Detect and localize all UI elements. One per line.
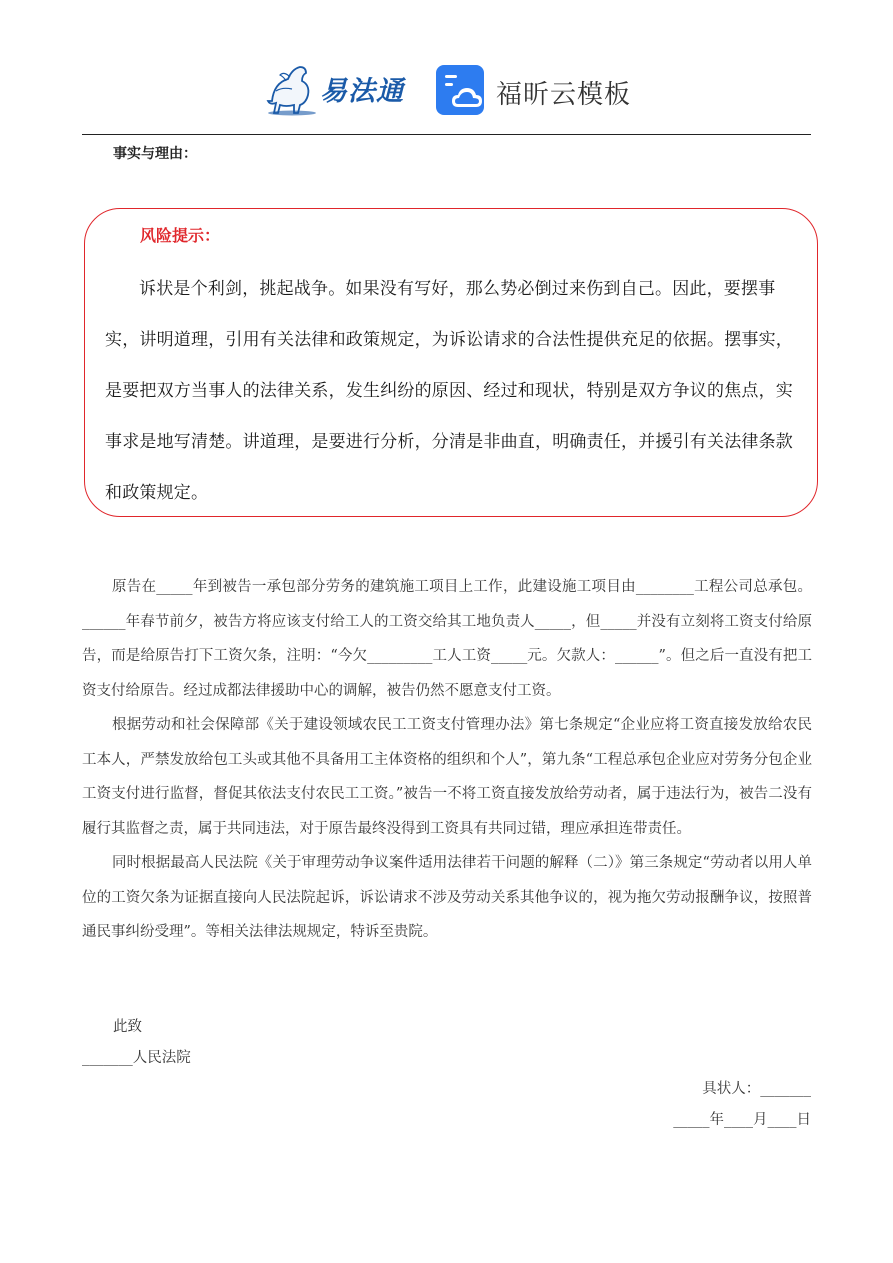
- paragraph: 同时根据最高人民法院《关于审理劳动争议案件适用法律若干问题的解释（二）》第三条规定“劳动者以用人单位的工资欠条为证据直接向人民法院起诉，诉讼请求不涉及劳动关系其他争议的，视为拖欠劳动报酬争议，按照普通民事纠纷受理”。等相关法律法规规定，特诉至贵院。: [82, 855, 812, 940]
- header-divider: [82, 134, 811, 135]
- paragraph: 根据劳动和社会保障部《关于建设领域农民工工资支付管理办法》第七条规定“企业应将工资直接发放给农民工本人，严禁发放给包工头或其他不具备用工主体资格的组织和个人”，第九条“工程总承包企业应对劳务分包企业工资支付进行监督，督促其依法支付农民工工资。”被告一不将工资直接发放给劳动者，属于违法行为，被告二没有履行其监督之责，属于共同违法，对于原告最终没得到工资具有共同过错，理应承担连带责任。: [82, 717, 812, 837]
- risk-warning-title: 风险提示：: [140, 226, 221, 245]
- yifatong-logo: [262, 61, 412, 117]
- facts-and-reasons: [82, 570, 812, 950]
- section-title: 事实与理由：: [113, 146, 197, 162]
- filing-date: _____年____月____日: [673, 1112, 811, 1128]
- risk-warning-box: [84, 208, 818, 517]
- plaintiff-signature: 具状人：_______: [702, 1081, 811, 1097]
- closing-salutation: 此致: [113, 1019, 142, 1035]
- foxit-template-logo-text: 福昕云模板: [496, 80, 632, 110]
- horse-icon: [262, 61, 322, 117]
- document-header: [0, 55, 893, 125]
- court-name: _______人民法院: [82, 1050, 191, 1066]
- yifatong-logo-text: 易法通: [320, 76, 404, 107]
- foxit-cloud-icon: [436, 63, 488, 117]
- paragraph: 原告在_____年到被告一承包部分劳务的建筑施工项目上工作，此建设施工项目由________工程公司总承包。______年春节前夕，被告方将应该支付给工人的工资交给其工地负责人_____，但_____并没有立刻将工资支付给原告，而是给原告打下工资欠条，注明：“今欠_________工人工资_____元。欠款人：______”。但之后一直没有把工资支付给原告。经过成都法律援助中心的调解，被告仍然不愿意支付工资。: [82, 579, 812, 699]
- risk-warning-text: 诉状是个利剑，挑起战争。如果没有写好，那么势必倒过来伤到自己。因此，要摆事实，讲明道理，引用有关法律和政策规定，为诉讼请求的合法性提供充足的依据。摆事实，是要把双方当事人的法律关系，发生纠纷的原因、经过和现状，特别是双方争议的焦点，实事求是地写清楚。讲道理，是要进行分析，分清是非曲直，明确责任，并援引有关法律条款和政策规定。: [105, 279, 793, 503]
- foxit-template-logo: [436, 63, 646, 119]
